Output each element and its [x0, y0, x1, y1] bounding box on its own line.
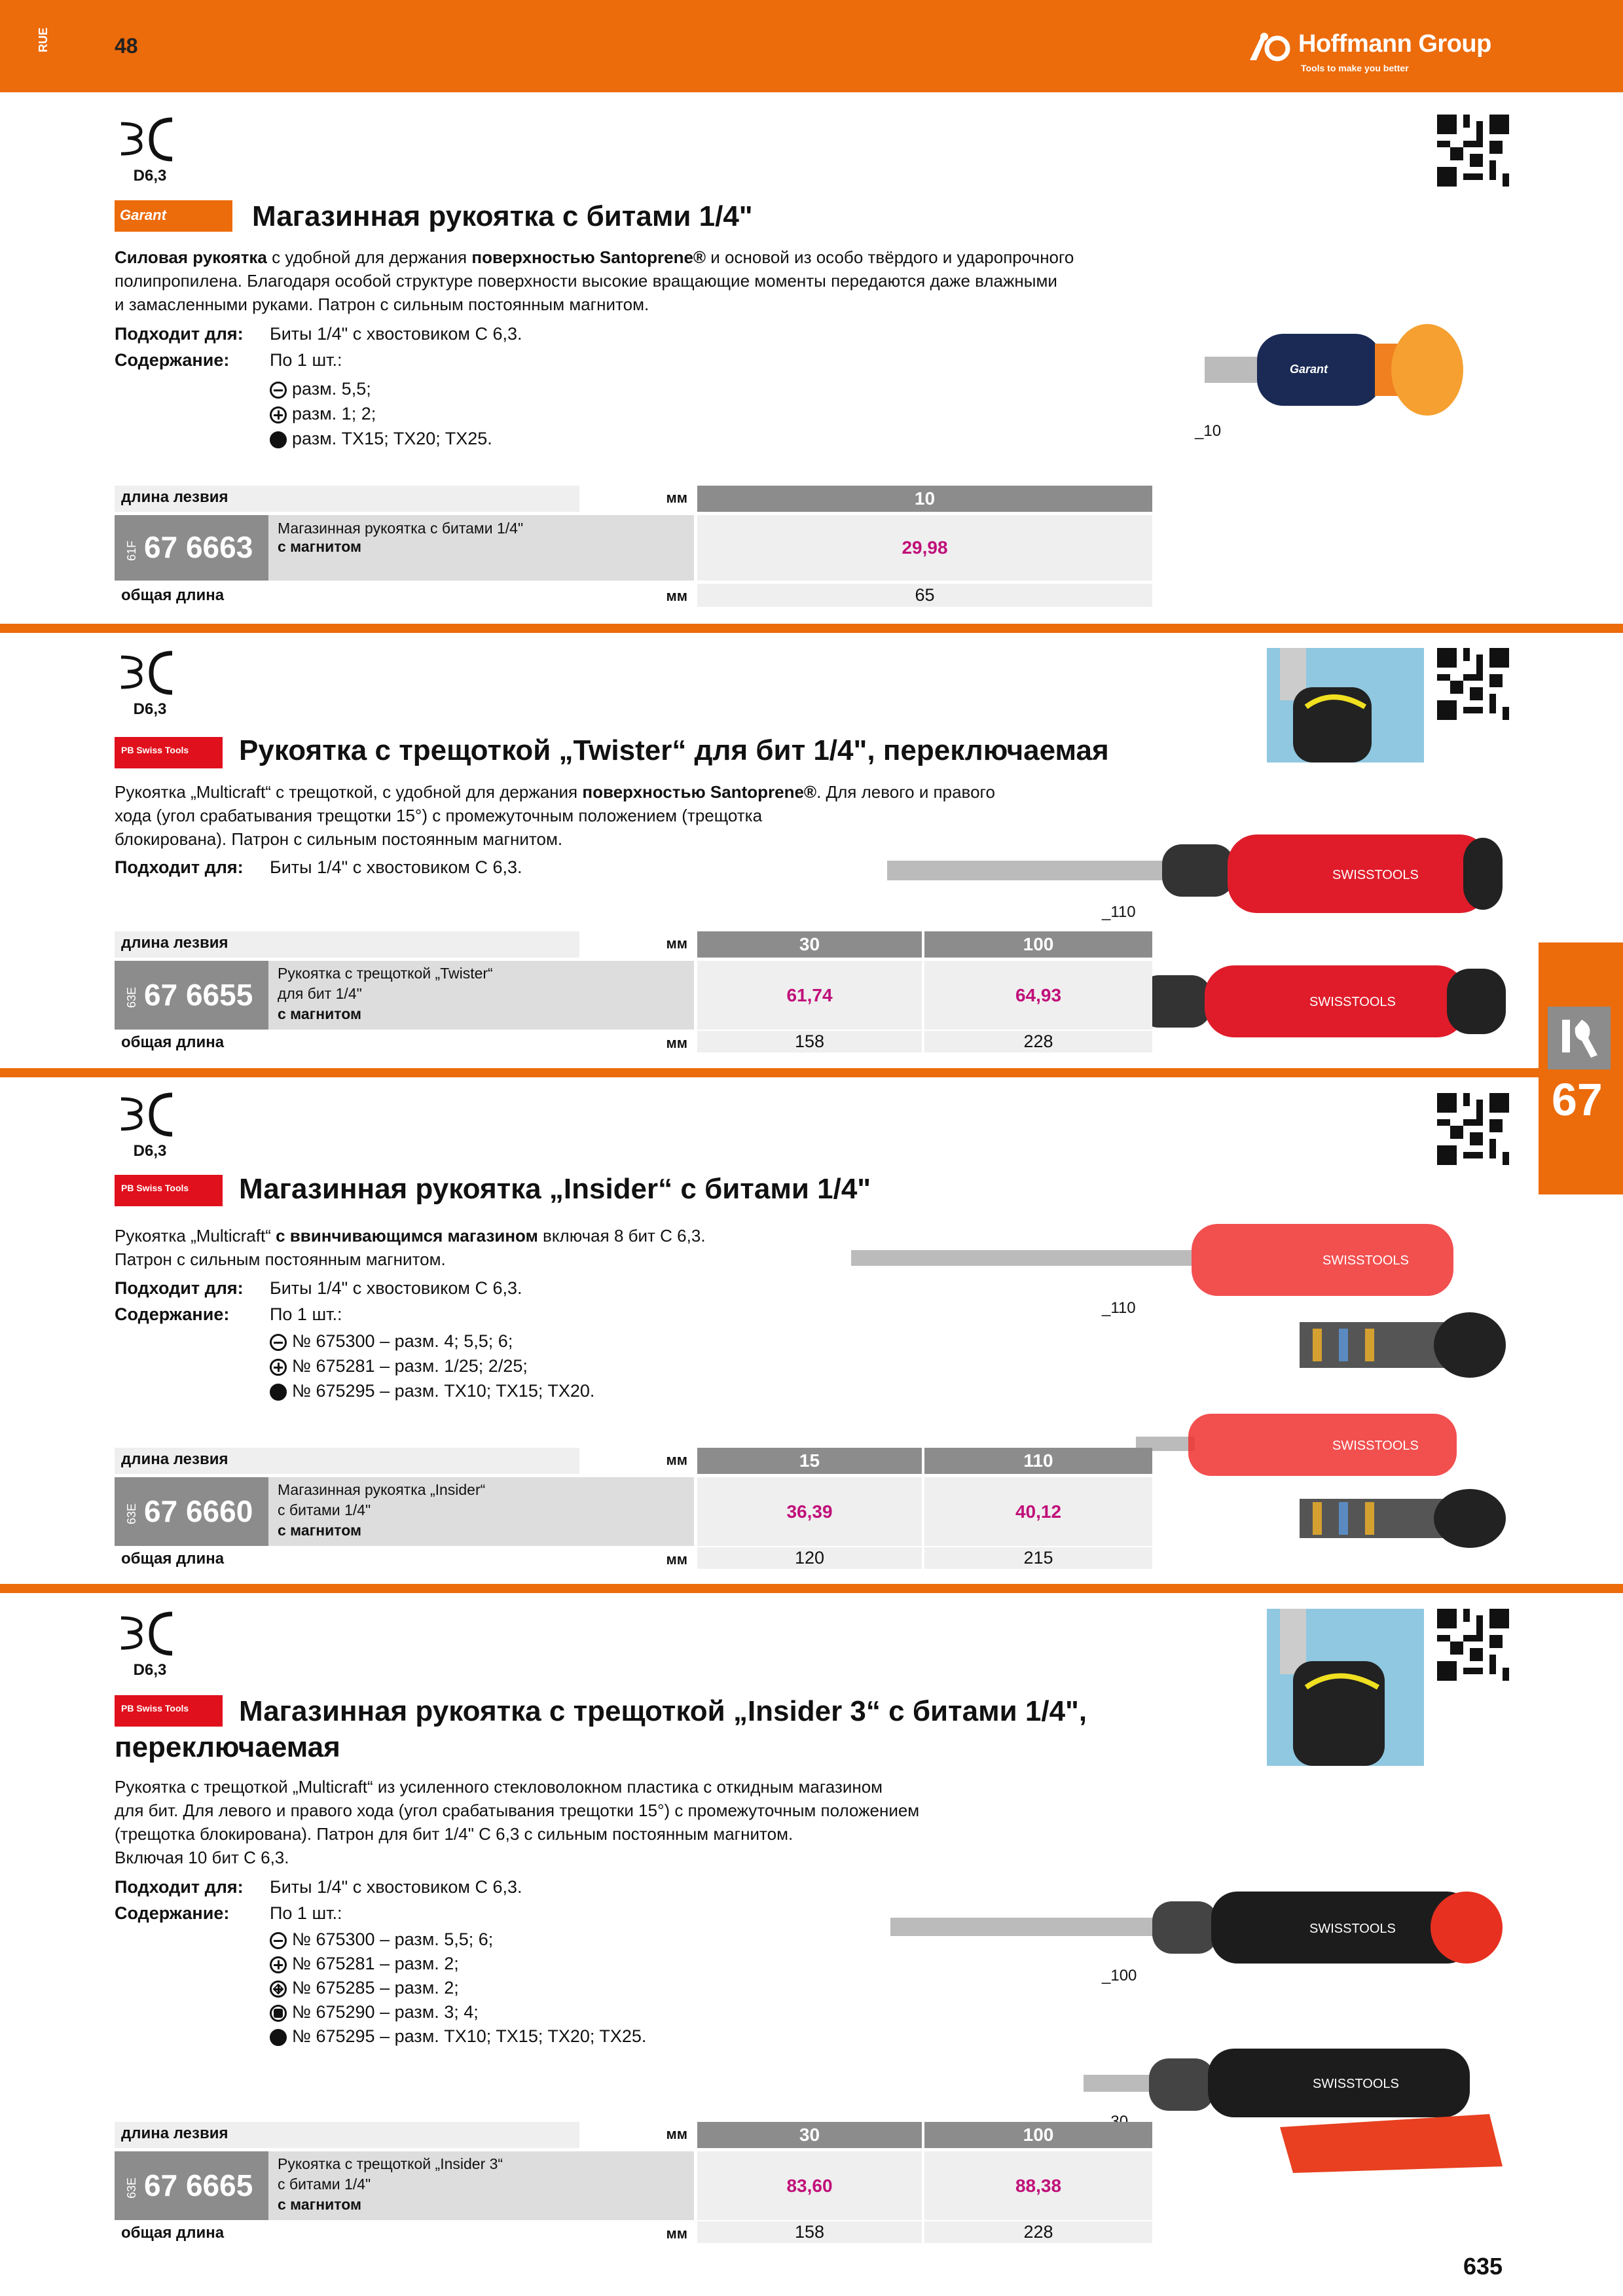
product-image: [851, 1217, 1506, 1302]
list-item: № 675281 – разм. 1/25; 2/25;: [270, 1354, 594, 1378]
ratchet-detail-image: [1267, 648, 1424, 762]
grip-icon: [115, 1609, 185, 1679]
fits-label: Подходит для:: [115, 857, 244, 877]
product-description: Рукоятка „Multicraft“ с ввинчивающимся магазином включая 8 бит C 6,3. Патрон с сильным постоянным магнитом.: [115, 1226, 706, 1269]
blade-value: 10: [697, 486, 1152, 512]
phillips-icon: [270, 406, 287, 423]
article-prefix: 63E: [125, 1503, 138, 1524]
svg-text:SWISSTOOLS: SWISSTOOLS: [1309, 995, 1396, 1009]
unit-label: мм: [666, 2225, 687, 2242]
product-image: [1136, 1407, 1509, 1479]
slotted-icon: [270, 382, 287, 399]
blade-value: 30: [697, 931, 922, 958]
unit-label: мм: [666, 935, 687, 952]
qr-code[interactable]: [1437, 648, 1509, 720]
article-prefix: 63E: [125, 986, 138, 1008]
hoffmann-logo: [1247, 26, 1509, 79]
unit-label: мм: [666, 1035, 687, 1051]
phillips-icon: [270, 1359, 287, 1376]
list-item: № 675300 – разм. 4; 5,5; 6;: [270, 1329, 594, 1354]
chapter-tab: [1539, 942, 1623, 1194]
contents-list: [270, 1329, 594, 1403]
blade-length-label: длина лезвия: [115, 1448, 579, 1474]
product-title: Рукоятка с трещоткой „Twister“ для бит 1/4", переключаемая: [239, 734, 1109, 766]
product-description: Рукоятка „Multicraft“ с трещоткой, с удобной для держания поверхностью Santoprene®. Для левого и правого хода (угол срабатывания трещотки 15°) с промежуточным положением (трещотка блокирована). Патрон с сильным постоянным магнитом.: [115, 782, 995, 849]
grip-label: D6,3: [133, 1142, 167, 1160]
product-image: [887, 821, 1509, 926]
article-box: [115, 2151, 268, 2220]
price: 88,38: [924, 2151, 1152, 2220]
price: 61,74: [697, 961, 922, 1030]
total-length-value: 228: [924, 1031, 1152, 1052]
total-length-label: общая длина: [115, 1031, 579, 1052]
price: 83,60: [697, 2151, 922, 2220]
article-number: 67 6655: [144, 978, 253, 1012]
qr-code[interactable]: [1437, 115, 1509, 187]
grip-label: D6,3: [133, 700, 167, 718]
product-image: [1192, 308, 1467, 432]
list-item: № 675285 – разм. 2;: [270, 1976, 646, 2000]
contents-label: Содержание:: [115, 1903, 230, 1923]
contents-intro: По 1 шт.:: [270, 1903, 342, 1923]
torx-icon: [270, 1384, 287, 1401]
list-item: разм. TX15; TX20; TX25.: [270, 426, 492, 451]
svg-text:SWISSTOOLS: SWISSTOOLS: [1332, 868, 1419, 882]
blade-value: 30: [697, 2122, 922, 2148]
total-length-value: 65: [697, 584, 1152, 607]
svg-text:SWISSTOOLS: SWISSTOOLS: [1332, 1439, 1419, 1453]
item-description: Рукоятка с трещоткой „Insider 3“ с битами 1/4" с магнитом: [268, 2151, 694, 2220]
article-box: [115, 1477, 268, 1546]
fits-value: Биты 1/4" с хвостовиком C 6,3.: [270, 324, 522, 344]
pb-swiss-tools-logo: PB Swiss Tools: [115, 737, 223, 768]
grip-icon: [115, 115, 185, 185]
page-header: [0, 0, 1623, 92]
product-title: Магазинная рукоятка с битами 1/4": [252, 200, 753, 232]
grip-label: D6,3: [133, 167, 167, 185]
svg-text:SWISSTOOLS: SWISSTOOLS: [1322, 1253, 1409, 1268]
product-title: Магазинная рукоятка „Insider“ с битами 1/4": [239, 1173, 871, 1205]
blade-value: 100: [924, 931, 1152, 958]
section-divider: [0, 1584, 1623, 1593]
price-table: [115, 931, 1062, 1052]
hoffmann-logo-icon: [1247, 31, 1294, 63]
product-description: Силовая рукоятка с удобной для держания поверхностью Santoprene® и основой из особо твёрдого и ударопрочного полипропилена. Благодаря особой структуре поверхности высокие вращающие моменты передаются даже влажными и замасленными руками. Патрон с сильным постоянным магнитом.: [115, 247, 1074, 314]
contents-list: [270, 376, 492, 451]
pozidriv-icon: [270, 1981, 287, 1998]
price: 40,12: [924, 1477, 1152, 1546]
product-image: [890, 1882, 1509, 1973]
total-length-label: общая длина: [115, 2221, 579, 2243]
product-title: Магазинная рукоятка с трещоткой „Insider 3“ с битами 1/4",: [239, 1695, 1087, 1727]
price: 64,93: [924, 961, 1152, 1030]
hex-icon: [270, 2005, 287, 2022]
total-length-value: 215: [924, 1547, 1152, 1569]
section-divider: [0, 624, 1623, 633]
unit-label: мм: [666, 588, 687, 604]
list-item: № 675295 – разм. TX10; TX15; TX20; TX25.: [270, 2024, 646, 2049]
qr-code[interactable]: [1437, 1609, 1509, 1681]
garant-logo: Garant: [115, 200, 232, 232]
brand-name: Hoffmann Group: [1298, 30, 1491, 58]
item-description: Рукоятка с трещоткой „Twister“ для бит 1/4" с магнитом: [268, 961, 694, 1030]
tools-icon: [1548, 1007, 1611, 1069]
list-item: разм. 5,5;: [270, 376, 492, 401]
torx-icon: [270, 431, 287, 448]
contents-label: Содержание:: [115, 350, 230, 370]
page-number: 48: [115, 34, 138, 58]
list-item: разм. 1; 2;: [270, 401, 492, 426]
svg-text:SWISSTOOLS: SWISSTOOLS: [1313, 2077, 1399, 2091]
pb-swiss-tools-logo: PB Swiss Tools: [115, 1695, 223, 1727]
fits-label: Подходит для:: [115, 324, 244, 344]
grip-label: D6,3: [133, 1661, 167, 1679]
torx-icon: [270, 2029, 287, 2046]
image-ref: _10: [1195, 422, 1222, 440]
price: 29,98: [697, 515, 1152, 581]
total-length-label: общая длина: [115, 1547, 579, 1569]
blade-length-label: длина лезвия: [115, 931, 579, 958]
slotted-icon: [270, 1334, 287, 1351]
fits-label: Подходит для:: [115, 1877, 244, 1897]
price-table: [115, 1448, 1062, 1569]
fits-value: Биты 1/4" с хвостовиком C 6,3.: [270, 1877, 522, 1897]
blade-value: 15: [697, 1448, 922, 1474]
contents-label: Содержание:: [115, 1304, 230, 1324]
item-description: Магазинная рукоятка с битами 1/4" с магнитом: [268, 515, 694, 581]
article-number: 67 6660: [144, 1494, 253, 1528]
blade-length-label: длина лезвия: [115, 486, 579, 512]
fits-label: Подходит для:: [115, 1278, 244, 1298]
chapter-number: 67: [1552, 1074, 1603, 1125]
blade-length-label: длина лезвия: [115, 2122, 579, 2148]
contents-list: [270, 1928, 646, 2049]
svg-text:Garant: Garant: [1290, 363, 1328, 376]
price-table: [115, 486, 1038, 607]
unit-label: мм: [666, 1452, 687, 1468]
unit-label: мм: [666, 490, 687, 506]
product-title-cont: переключаемая: [115, 1731, 340, 1763]
article-number: 67 6663: [144, 530, 253, 564]
article-prefix: 61F: [125, 540, 138, 561]
blade-value: 100: [924, 2122, 1152, 2148]
list-item: № 675290 – разм. 3; 4;: [270, 2000, 646, 2024]
blade-value: 110: [924, 1448, 1152, 1474]
article-box: [115, 961, 268, 1030]
slotted-icon: [270, 1932, 287, 1949]
total-length-value: 228: [924, 2221, 1152, 2243]
pb-swiss-tools-logo: PB Swiss Tools: [115, 1175, 223, 1206]
total-length-value: 158: [697, 1031, 922, 1052]
contents-intro: По 1 шт.:: [270, 1304, 342, 1324]
qr-code[interactable]: [1437, 1093, 1509, 1165]
unit-label: мм: [666, 1551, 687, 1568]
phillips-icon: [270, 1956, 287, 1973]
article-prefix: 63E: [125, 2177, 138, 2198]
unit-label: мм: [666, 2126, 687, 2142]
language-code: RUE: [37, 27, 50, 52]
image-ref: _110: [1102, 903, 1136, 921]
article-number: 67 6665: [144, 2168, 253, 2202]
brand-tagline: Tools to make you better: [1301, 63, 1409, 73]
total-length-label: общая длина: [115, 584, 579, 607]
bit-magazine-image: [1293, 1486, 1509, 1551]
grip-icon: [115, 648, 185, 719]
total-length-value: 120: [697, 1547, 922, 1569]
svg-text:SWISSTOOLS: SWISSTOOLS: [1309, 1922, 1396, 1936]
ratchet-detail-image: [1267, 1609, 1424, 1766]
list-item: № 675295 – разм. TX10; TX15; TX20.: [270, 1378, 594, 1403]
item-description: Магазинная рукоятка „Insider“ с битами 1/4" с магнитом: [268, 1477, 694, 1546]
fits-value: Биты 1/4" с хвостовиком C 6,3.: [270, 857, 522, 877]
contents-intro: По 1 шт.:: [270, 350, 342, 370]
footer-page-number: 635: [1463, 2253, 1503, 2280]
article-box: [115, 515, 268, 581]
grip-icon: [115, 1090, 185, 1160]
total-length-value: 158: [697, 2221, 922, 2243]
list-item: № 675300 – разм. 5,5; 6;: [270, 1928, 646, 1952]
list-item: № 675281 – разм. 2;: [270, 1952, 646, 1976]
bit-magazine-image: [1293, 1309, 1509, 1381]
image-ref: _100: [1102, 1967, 1137, 1984]
image-ref: _110: [1102, 1299, 1136, 1317]
product-description: Рукоятка с трещоткой „Multicraft“ из усиленного стекловолокном пластика с откидным магазином для бит. Для левого и правого хода (угол срабатывания трещотки 15°) с промежуточным положением (трещотка блокирована). Патрон для бит 1/4" C 6,3 с сильным постоянным магнитом. Включая 10 бит C 6,3.: [115, 1777, 920, 1867]
fits-value: Биты 1/4" с хвостовиком C 6,3.: [270, 1278, 522, 1298]
price: 36,39: [697, 1477, 922, 1546]
section-divider: [0, 1068, 1539, 1077]
price-table: [115, 2122, 1062, 2243]
